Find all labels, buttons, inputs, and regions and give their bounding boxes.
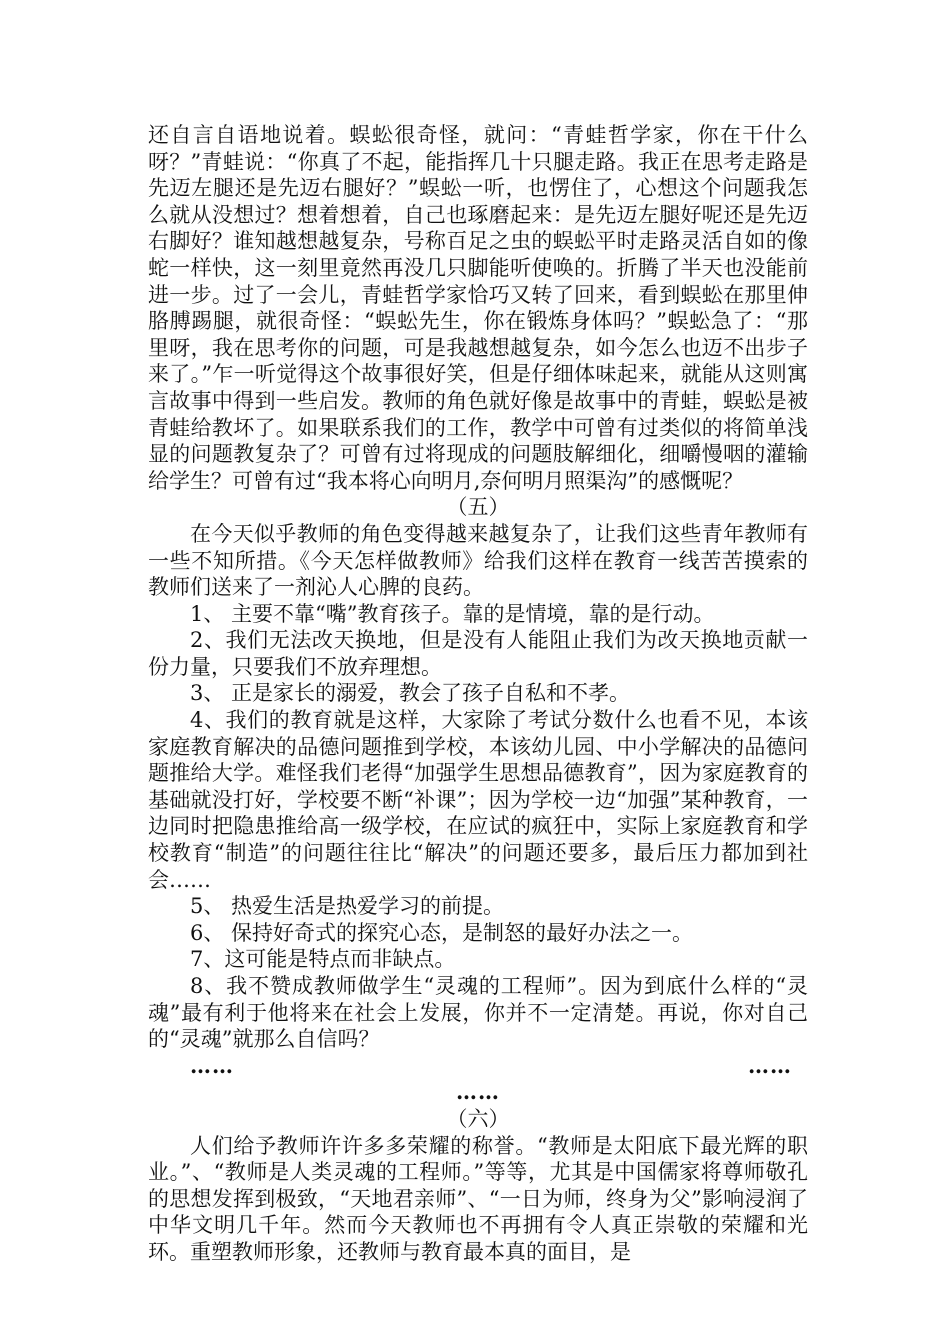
list-item: 8、我不赞成教师做学生“灵魂的工程师”。因为到底什么样的“灵魂”最有利于他将来在社会上发展，你并不一定清楚。再说，你对自己的“灵魂”就那么自信吗？ (148, 974, 808, 1052)
section-5-intro: 在今天似乎教师的角色变得越来越复杂了，让我们这些青年教师有一些不知所措。《今天怎样做教师》给我们这样在教育一线苦苦摸索的教师们送来了一剂沁人心脾的良药。 (148, 521, 808, 600)
list-item: 2、我们无法改天换地，但是没有人能阻止我们为改天换地贡献一份力量，只要我们不放弃理想。 (148, 628, 808, 679)
list-item: 7、这可能是特点而非缺点。 (190, 947, 456, 972)
ellipsis-left: …… (190, 1052, 234, 1078)
section-6-heading: （六） (446, 1106, 510, 1131)
ellipsis-row (148, 1053, 808, 1080)
list-item: 1、 主要不靠“嘴”教育孩子。靠的是情境，靠的是行动。 (190, 601, 715, 626)
list-item: 3、 正是家长的溺爱，教会了孩子自私和不孝。 (190, 681, 631, 706)
list-item: 4、我们的教育就是这样，大家除了考试分数什么也看不见，本该家庭教育解决的品德问题推到学校，本该幼儿园、中小学解决的品德问题推给大学。难怪我们老得“加强学生思想品德教育”，因为家庭教育的基础就没打好，学校要不断“补课”；因为学校一边“加强”某种教育，一边同时把隐患推给高一级学校，在应试的疯狂中，实际上家庭教育和学校教育“制造”的问题往往比“解决”的问题还要多，最后压力都加到社会…… (148, 708, 808, 892)
list-item: 5、 热爱生活是热爱学习的前提。 (190, 894, 505, 919)
intro-paragraph: 还自言自语地说着。蜈蚣很奇怪，就问：“青蛙哲学家，你在干什么呀？”青蛙说：“你真了不起，能指挥几十只腿走路。我正在思考走路是先迈左腿还是先迈右腿好？”蜈蚣一听，也愣住了，心想这个问题我怎么就从没想过？想着想着，自己也琢磨起来：是先迈左腿好呢还是先迈右脚好？谁知越想越复杂，号称百足之虫的蜈蚣平时走路灵活自如的像蛇一样快，这一刻里竟然再没几只脚能听使唤的。折腾了半天也没能前进一步。过了一会儿，青蛙哲学家恰巧又转了回来，看到蜈蚣在那里伸胳膊踢腿，就很奇怪：“蜈蚣先生，你在锻炼身体吗？”蜈蚣急了：“那里呀，我在思考你的问题，可是我越想越复杂，如今怎么也迈不出步子来了。”乍一听觉得这个故事很好笑，但是仔细体味起来，就能从这则寓言故事中得到一些启发。教师的角色就好像是故事中的青蛙，蜈蚣是被青蛙给教坏了。如果联系我们的工作，教学中可曾有过类似的将简单浅显的问题教复杂了？可曾有过将现成的问题肢解细化，细嚼慢咽的灌输给学生？可曾有过“我本将心向明月,奈何明月照渠沟”的感慨呢？ (148, 123, 808, 493)
section-6-paragraph: 人们给予教师许许多多荣耀的称誉。“教师是太阳底下最光辉的职业。”、“教师是人类灵魂的工程师。”等等，尤其是中国儒家将尊师敬孔的思想发挥到极致，“天地君亲师”、“一日为师，终身为父”影响浸润了中华文明几千年。然而今天教师也不再拥有令人真正崇敬的荣耀和光环。重塑教师形象，还教师与教育最本真的面目，是 (148, 1133, 808, 1264)
ellipsis-right: …… (748, 1052, 792, 1078)
document-page (148, 122, 808, 1266)
list-item: 6、 保持好奇式的探究心态，是制怒的最好办法之一。 (190, 920, 694, 945)
ellipsis-center: …… (456, 1079, 500, 1105)
section-5-heading: （五） (446, 495, 510, 520)
